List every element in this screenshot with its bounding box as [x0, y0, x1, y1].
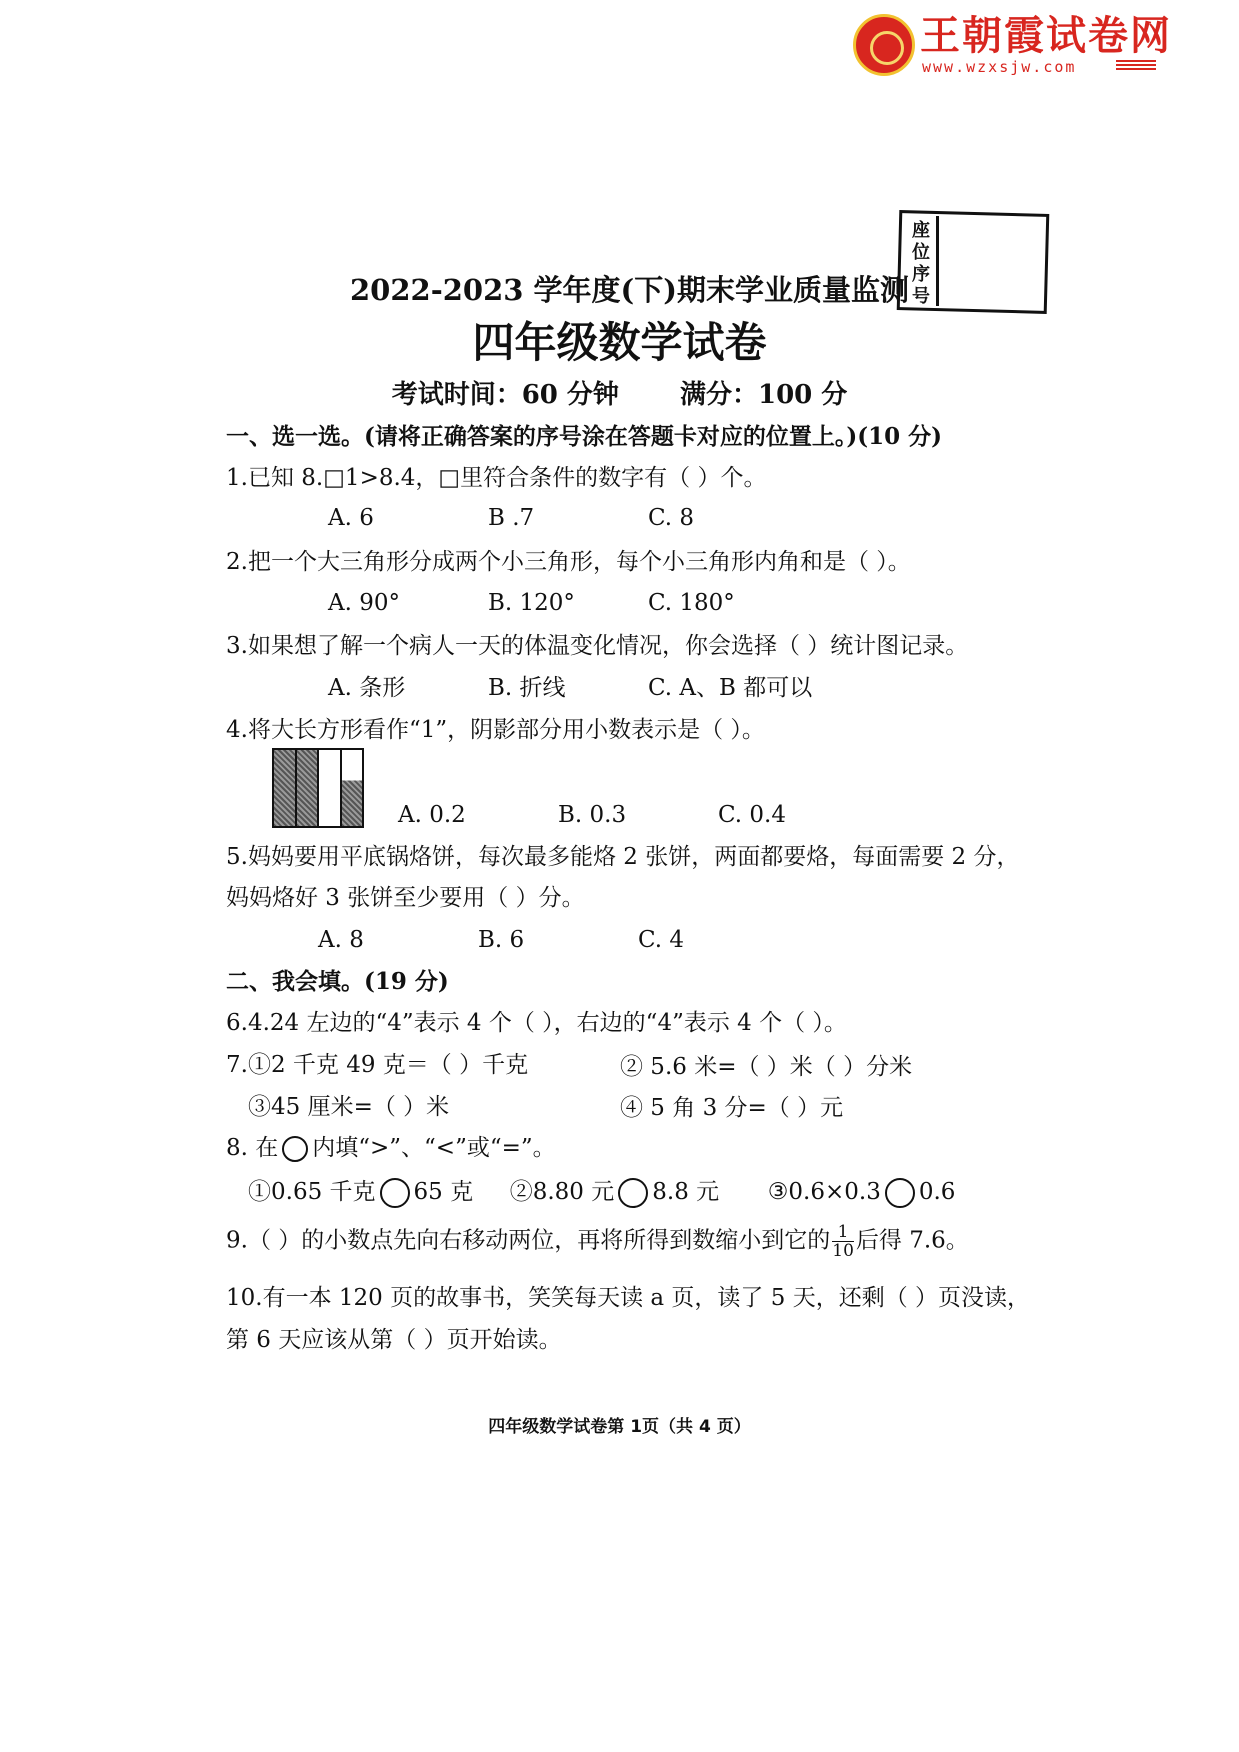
q1-option-a: A. 6: [328, 505, 374, 531]
rect-column-shaded: [274, 750, 297, 826]
q8-a-right: 65 克: [413, 1179, 474, 1205]
logo-url: www.wzxsjw.com: [922, 58, 1077, 76]
q8-c-left: ③0.6×0.3: [767, 1179, 881, 1205]
fraction-numerator: 1: [832, 1223, 854, 1242]
logo-name: 王朝霞试卷网: [920, 13, 1172, 59]
q4-option-a: A. 0.2: [398, 802, 466, 828]
rect-column: [319, 750, 342, 826]
q9-prefix: 9.（ ）的小数点先向右移动两位，再将所得到数缩小到它的: [226, 1227, 831, 1254]
question-2: 2.把一个大三角形分成两个小三角形，每个小三角形内角和是（ ）。: [226, 549, 911, 575]
question-5: 5.妈妈要用平底锅烙饼，每次最多能烙 2 张饼，两面都要烙，每面需要 2 分，: [226, 844, 1020, 870]
question-7a: 7.①2 千克 49 克＝（ ）千克: [226, 1052, 529, 1078]
seat-label: 座位序号: [912, 220, 930, 307]
q2-option-c: C. 180°: [648, 590, 735, 616]
compare-circle-icon[interactable]: [618, 1178, 648, 1208]
compare-circle-icon[interactable]: [380, 1178, 410, 1208]
compare-circle-icon[interactable]: [885, 1178, 915, 1208]
section1-heading: 一、选一选。(请将正确答案的序号涂在答题卡对应的位置上。)(10 分): [226, 423, 943, 450]
q8-b-right: 8.8 元: [652, 1179, 720, 1205]
q5-option-a: A. 8: [318, 927, 364, 953]
fraction: [832, 1223, 854, 1260]
question-5-line2: 妈妈烙好 3 张饼至少要用（ ）分。: [226, 885, 585, 911]
question-7d: ④ 5 角 3 分=（ ）元: [620, 1095, 844, 1121]
exam-score: 满分：100 分: [679, 380, 848, 410]
section2-heading: 二、我会填。(19 分): [226, 968, 449, 995]
q8-a-left: ①0.65 千克: [248, 1179, 376, 1205]
exam-title: 2022-2023 学年度(下)期末学业质量监测: [349, 273, 909, 307]
q8-c-right: 0.6: [918, 1179, 956, 1205]
question-4: 4.将大长方形看作“1”，阴影部分用小数表示是（ ）。: [226, 717, 765, 743]
q1-option-c: C. 8: [648, 505, 695, 531]
q8-b-left: ②8.80 元: [509, 1179, 615, 1205]
q4-option-b: B. 0.3: [558, 802, 627, 828]
q9-suffix: 后得 7.6。: [855, 1227, 969, 1254]
question-8: [226, 1133, 556, 1163]
question-4-options: [398, 800, 878, 830]
logo-stripes: [1116, 60, 1156, 72]
question-2-options: [328, 588, 808, 618]
q1-option-b: B .7: [488, 505, 535, 531]
question-10: 10.有一本 120 页的故事书，笑笑每天读 a 页，读了 5 天，还剩（ ）页没读，: [226, 1285, 1031, 1311]
q2-option-b: B. 120°: [488, 590, 575, 616]
question-7b: ② 5.6 米=（ ）米（ ）分米: [620, 1054, 913, 1080]
exam-time: 考试时间：60 分钟: [391, 380, 619, 410]
question-5-options: [318, 925, 798, 955]
q4-option-c: C. 0.4: [718, 802, 786, 828]
question-7c: ③45 厘米=（ ）米: [248, 1094, 450, 1120]
question-3-options: [328, 673, 813, 703]
question-1: 1.已知 8.□1>8.4，□里符合条件的数字有（ ）个。: [226, 465, 767, 491]
rect-column-half-shaded: [342, 750, 363, 826]
question-9: [226, 1223, 969, 1260]
rectangle-figure: [272, 748, 364, 828]
q8-suffix: 内填“>”、“<”或“=”。: [312, 1135, 556, 1161]
compare-circle-icon: [282, 1136, 308, 1162]
question-1-options: [328, 503, 808, 533]
q3-option-b: B. 折线: [488, 675, 566, 701]
q3-option-c: C. A、B 都可以: [648, 675, 813, 701]
rect-column-shaded: [297, 750, 320, 826]
question-6: 6.4.24 左边的“4”表示 4 个（ ），右边的“4”表示 4 个（ ）。: [226, 1010, 847, 1036]
q3-option-a: A. 条形: [328, 675, 406, 701]
q5-option-b: B. 6: [478, 927, 525, 953]
exam-info: [0, 374, 1239, 411]
question-10-line2: 第 6 天应该从第（ ）页开始读。: [226, 1327, 562, 1353]
q5-option-c: C. 4: [638, 927, 685, 953]
question-8-items: [248, 1177, 955, 1208]
q2-option-a: A. 90°: [328, 590, 400, 616]
exam-subtitle: 四年级数学试卷: [472, 318, 767, 367]
fraction-denominator: 10: [832, 1241, 854, 1261]
question-3: 3.如果想了解一个病人一天的体温变化情况，你会选择（ ）统计图记录。: [226, 633, 969, 659]
logo-seal-icon: [853, 14, 915, 76]
q8-prefix: 8. 在: [226, 1135, 279, 1161]
page-footer: 四年级数学试卷第 1页（共 4 页）: [488, 1417, 751, 1437]
